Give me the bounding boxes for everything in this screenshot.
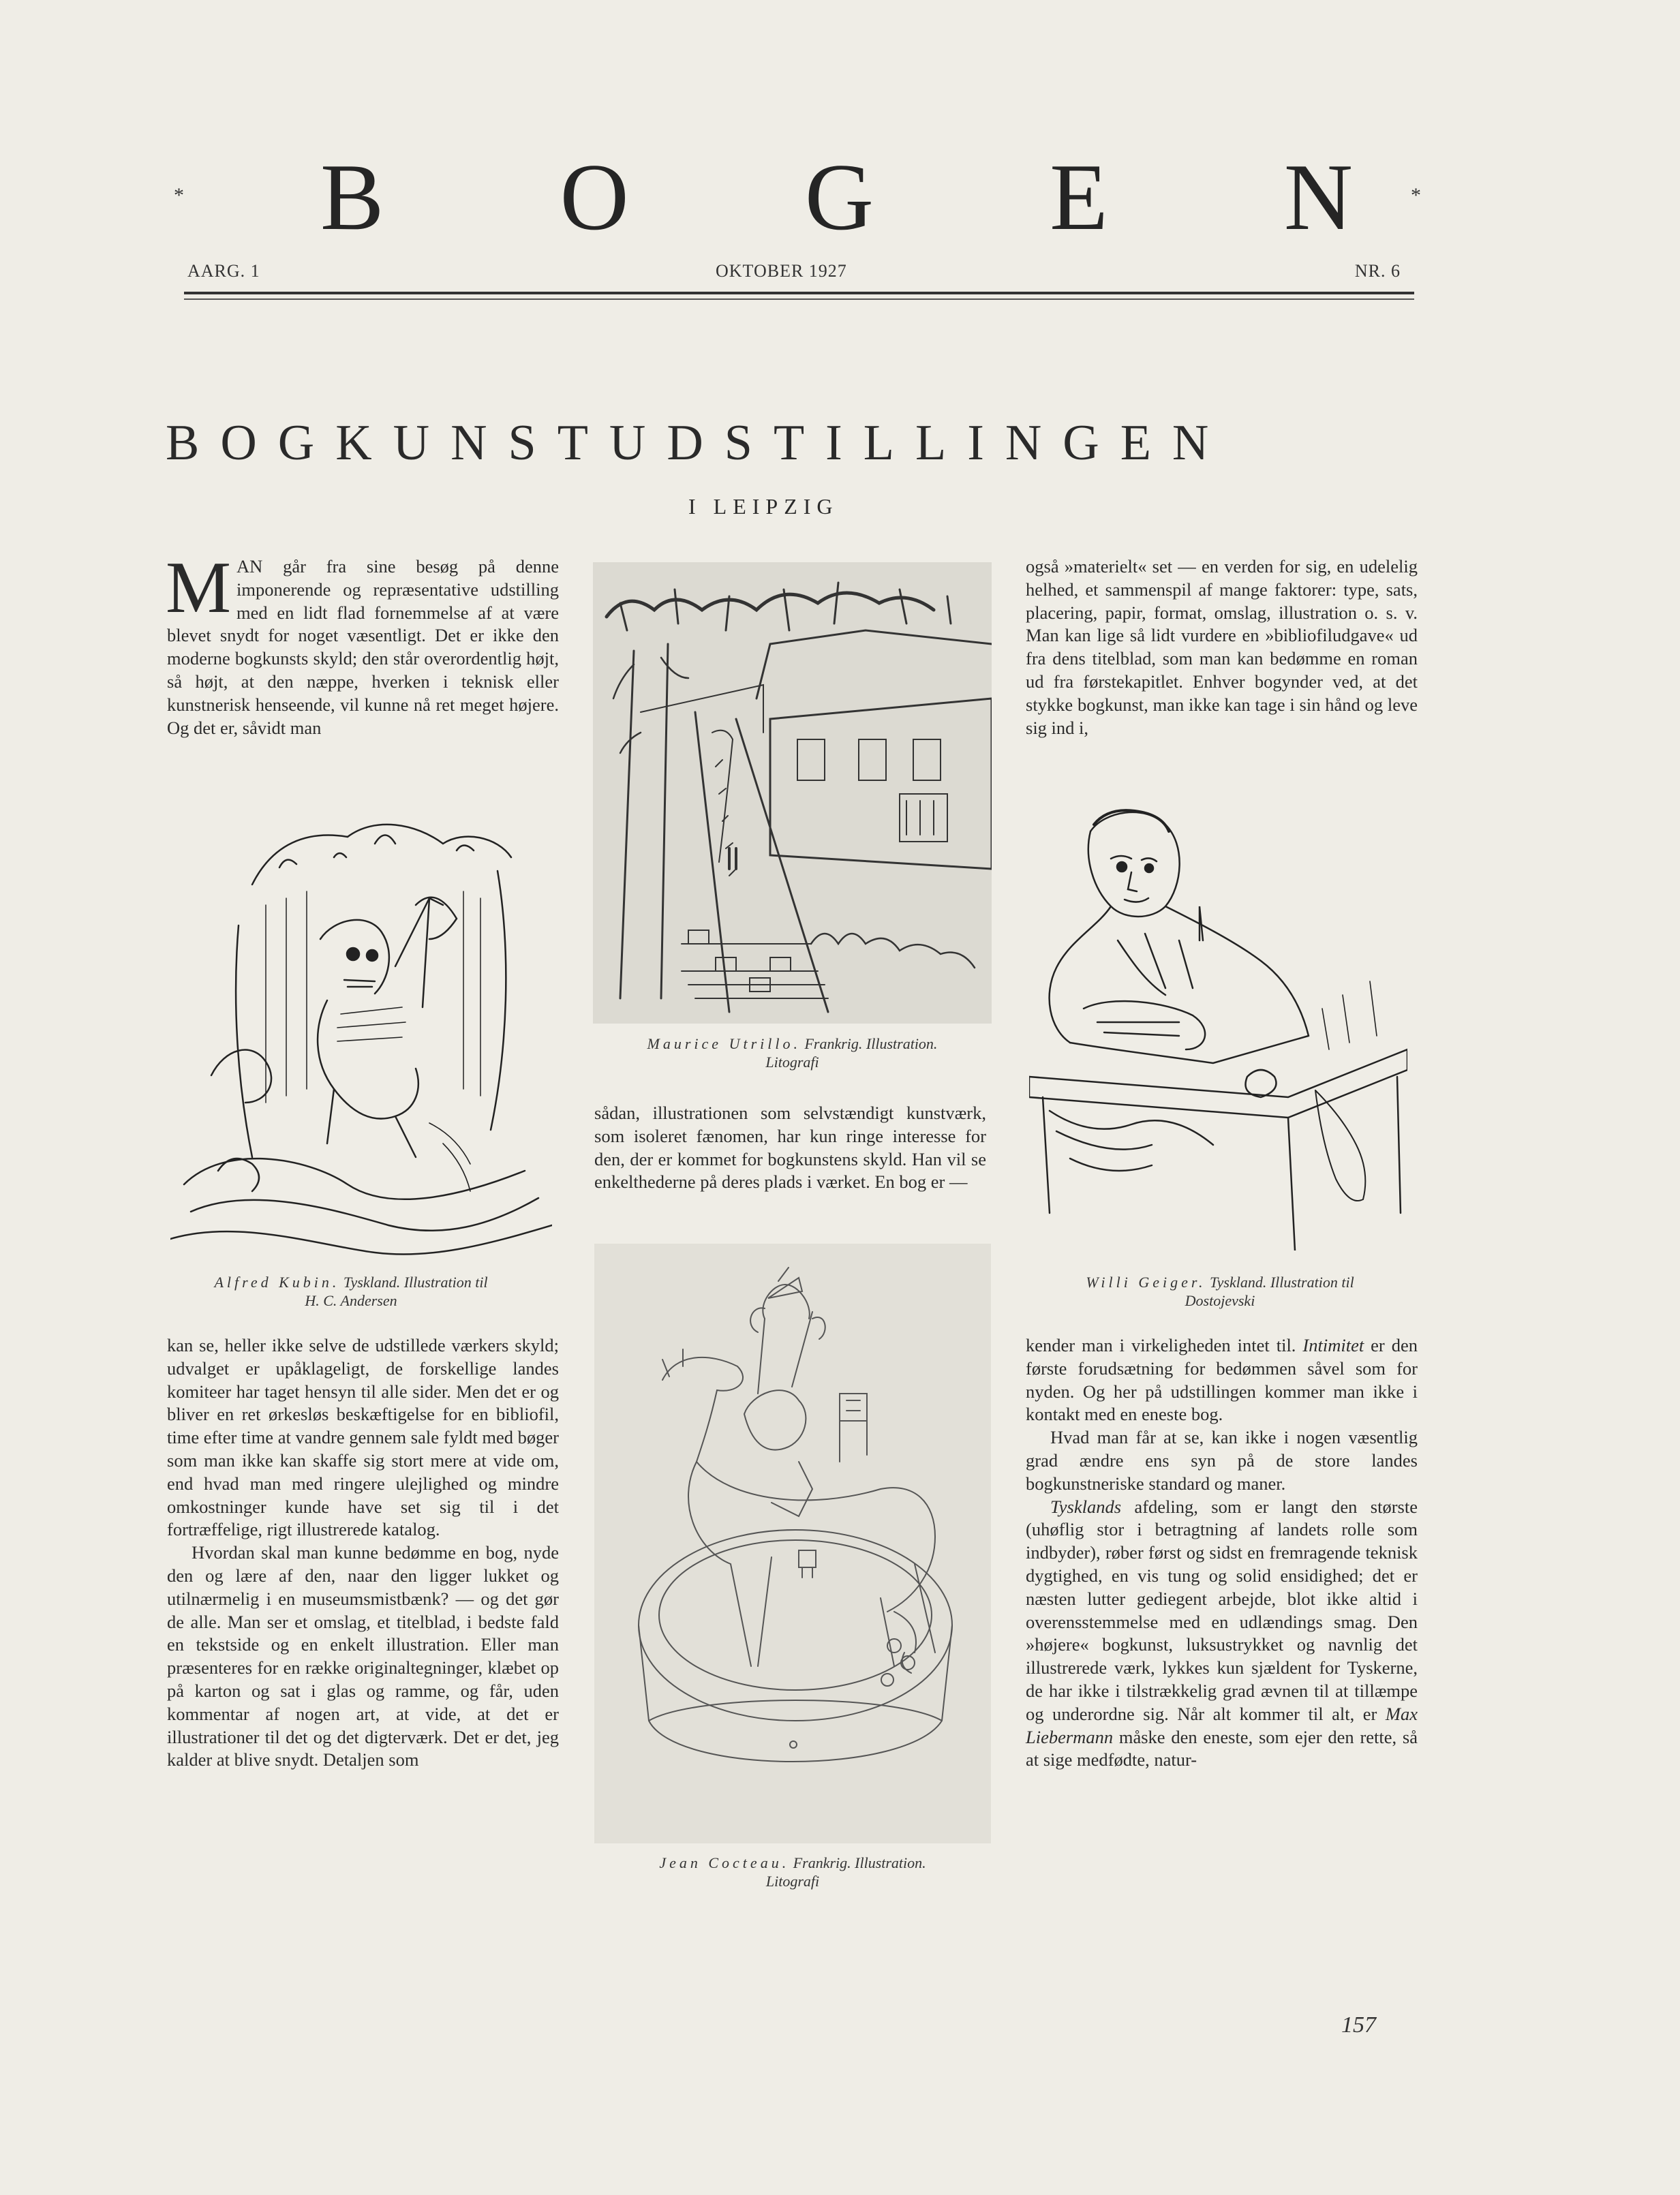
kubin-artist: Alfred Kubin. [214, 1274, 340, 1291]
column-3-top [1026, 555, 1418, 739]
masthead-rule [184, 292, 1414, 294]
geiger-artist: Willi Geiger. [1086, 1274, 1206, 1291]
paragraph: kender man i virkeligheden intet til. Intimitet er den første forudsætning for bedømmen såvel som for nyden. Og her på udstillingen kommer man ikke i kontakt med en eneste bog. [1026, 1335, 1418, 1425]
emphasis: Intimitet [1302, 1335, 1364, 1355]
column-1-top [166, 547, 559, 739]
kubin-caption-text-2: H. C. Andersen [305, 1292, 397, 1309]
cocteau-caption-text-2: Litografi [765, 1873, 820, 1890]
column-1-bottom [167, 1334, 559, 1772]
emphasis: Tysklands [1050, 1496, 1122, 1517]
cocteau-illustration [594, 1244, 991, 1843]
geiger-caption-text-2: Dostojevski [1185, 1292, 1255, 1309]
street-scene-lithograph [593, 562, 992, 1024]
man-writing-drawing [1029, 804, 1407, 1250]
kubin-caption-text: Tyskland. Illustration til [343, 1274, 488, 1291]
masthead-letter: O [560, 144, 629, 250]
utrillo-illustration [593, 562, 992, 1024]
drop-cap: M [166, 547, 232, 628]
paragraph: kan se, heller ikke selve de udstillede værkers skyld; udvalget er upåklageligt, de forskellige landes komiteer har taget hensyn til alle sider. Men det er og bliver en ret ørkesløs beskæftigelse for en bibliofil, time efter time at vandre gennem sale fyldt med bøger som man ikke kan skaffe sig stort mere at vide om, end hvad man med ringere ulejlighed og mindre omkostninger kunde have set sig til i det fortræffelige, rigt illustrerede katalog. [167, 1335, 559, 1540]
masthead-rule-thin [184, 298, 1414, 300]
paragraph: sådan, illustrationen som selvstændigt kunstværk, som isoleret fænomen, har kun ringe interesse for den, der er kommet for bogkunstens skyld. Han vil se enkelthederne på deres plads i værket. En bog er — [594, 1103, 986, 1193]
article-subtitle: I LEIPZIG [688, 494, 839, 519]
paragraph: Hvordan skal man kunne bedømme en bog, nyde den og lære af den, naar den ligger lukket og utilnærmelig i en museumsmistbænk? — og det gør de alle. Man ser et omslag, et titelblad, i bedste fald en tekstside og en enkelt illustration. Eller man præsenteres for en række originaltegninger, klæbet op på karton og sat i glas og ramme, og får, uden kommentar af nogen art, at vide, at det er illustrationer til det og det digterværk. Det er det, jeg kalder at blive snydt. Detaljen som [167, 1542, 559, 1770]
page-number: 157 [1341, 2012, 1376, 2038]
cocteau-caption-text: Frankrig. Illustration. [793, 1854, 926, 1871]
masthead-letter: B [320, 144, 384, 250]
utrillo-caption-text: Frankrig. Illustration. [804, 1035, 938, 1052]
geiger-illustration [1029, 804, 1407, 1250]
column-3-bottom [1026, 1334, 1418, 1772]
paragraph: også »materielt« set — en verden for sig, en udelelig helhed, et sammenspil af mange faktorer: type, sats, placering, papir, format, omslag, illustration o. s. v. Man kan lige så lidt vurdere en »bibliofiludgave« ud fra dens titelblad, som man kan bedømme en roman ud fra førstekapitlet. Enhver bogynder ved, at det stykke bogkunst, man ikke kan tage i sin hånd og leve sig ind i, [1026, 556, 1418, 738]
masthead-letter: E [1050, 144, 1108, 250]
column-2-middle [594, 1102, 986, 1194]
utrillo-caption-text-2: Litografi [765, 1054, 819, 1071]
masthead-title [174, 144, 1421, 250]
masthead-star-left: * [174, 184, 184, 206]
paragraph: AN går fra sine besøg på denne imponerende og repræsentative udstilling med en lidt flad fornemmelse af at være blevet snydt for noget væsentligt. Det er ikke den moderne bogkunsts skyld; den står overordentlig højt, så højt, at den næppe, hverken i teknisk eller kunstnerisk henseende, vil kunne nå ret meget højere. Og det er, såvidt man [167, 556, 559, 738]
paragraph: Tysklands afdeling, som er langt den største (uhøflig stor i betragtning af landets rolle som indbyder), røber først og sidst en fremragende teknisk dygtighed, en vis tung og solid ensidighed; det er næsten lutter gediegent arbejde, blot ikke altid i overensstemmelse med en udlændings smag. Den »højere« bogkunst, luksustrykket og navnlig det illustrerede værk, lykkes kun sjældent for Tyskerne, de har ikke i tilstrækkelig grad ævnen til at tillæmpe og underordne sig. Når alt kommer til alt, er Max Liebermann måske den eneste, som ejer den rette, så at sige medfødte, natur- [1026, 1496, 1418, 1770]
utrillo-caption [593, 1034, 992, 1071]
circus-horse-drawing [594, 1244, 991, 1843]
cocteau-artist: Jean Cocteau. [659, 1854, 790, 1871]
issue-number: NR. 6 [1354, 261, 1401, 281]
masthead-star-right: * [1411, 184, 1421, 206]
cocteau-caption [594, 1854, 991, 1890]
paragraph: Hvad man får at se, kan ikke i nogen væsentlig grad ændre ens syn på de store landes bogkunstneriske standard og maner. [1026, 1427, 1418, 1494]
masthead-letter: G [804, 144, 874, 250]
kubin-illustration [170, 803, 552, 1266]
kubin-caption [170, 1273, 532, 1310]
emphasis: Max Liebermann [1026, 1703, 1418, 1747]
geiger-caption-text: Tyskland. Illustration til [1210, 1274, 1354, 1291]
masthead-letter: N [1283, 144, 1353, 250]
death-figure-drawing [170, 803, 552, 1266]
volume-label: AARG. 1 [187, 261, 260, 281]
article-title: BOGKUNSTUDSTILLINGEN [166, 415, 1230, 471]
geiger-caption [1036, 1273, 1404, 1310]
utrillo-artist: Maurice Utrillo. [647, 1035, 801, 1052]
masthead [174, 144, 1421, 250]
issue-date: OKTOBER 1927 [716, 261, 847, 281]
